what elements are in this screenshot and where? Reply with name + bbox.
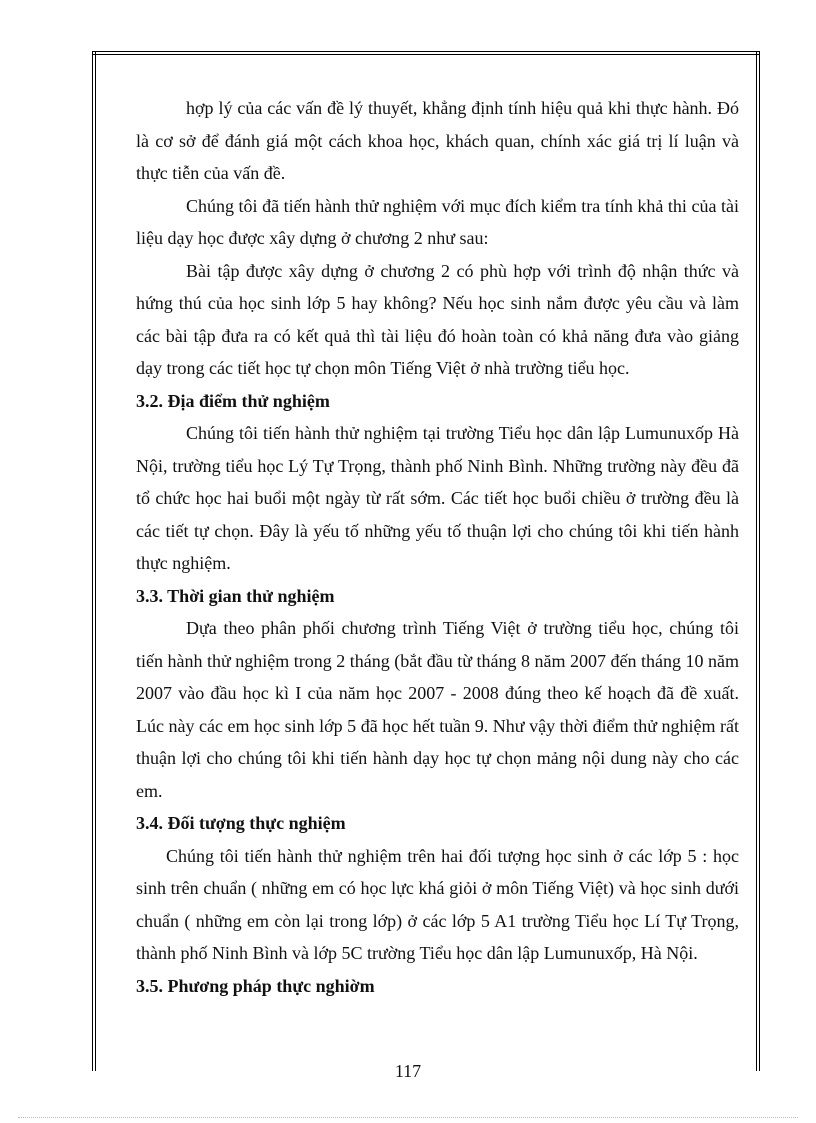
- paragraph: hợp lý của các vấn đề lý thuyết, khẳng định tính hiệu quả khi thực hành. Đó là cơ sở để đánh giá một cách khoa học, khách quan, chính xác giá trị lí luận và thực tiễn của vấn đề.: [136, 98, 739, 183]
- paragraph: Chúng tôi tiến hành thử nghiệm tại trường Tiểu học dân lập Lumunuxốp Hà Nội, trường tiểu học Lý Tự Trọng, thành phố Ninh Bình. Những trường này đều đã tổ chức học hai buổi một ngày từ rất sớm. Các tiết học buổi chiều ở trường đều là các tiết tự chọn. Đây là yếu tố những yếu tố thuận lợi cho chúng tôi khi tiến hành thực nghiệm.: [136, 423, 739, 573]
- document-body: [136, 92, 739, 1002]
- section-heading: 3.2. Địa điểm thử nghiệm: [136, 390, 330, 411]
- paragraph: Dựa theo phân phối chương trình Tiếng Việt ở trường tiểu học, chúng tôi tiến hành thử nghiệm trong 2 tháng (bắt đầu từ tháng 8 năm 2007 đến tháng 10 năm 2007 vào đầu học kì I của năm học 2007 - 2008 đúng theo kế hoạch đã đề xuất. Lúc này các em học sinh lớp 5 đã học hết tuần 9. Như vậy thời điểm thử nghiệm rất thuận lợi cho chúng tôi khi tiến hành dạy học tự chọn mảng nội dung này cho các em.: [136, 618, 739, 801]
- page-border-right: [756, 51, 760, 1071]
- section-heading: 3.4. Đối tượng thực nghiệm: [136, 813, 346, 833]
- page-number: 117: [394, 1061, 422, 1081]
- page-edge: [18, 1117, 798, 1118]
- paragraph: Chúng tôi đã tiến hành thử nghiệm với mục đích kiểm tra tính khả thi của tài liệu dạy học được xây dựng ở chương 2 như sau:: [136, 195, 739, 248]
- paragraph: Bài tập được xây dựng ở chương 2 có phù hợp với trình độ nhận thức và hứng thú của học sinh lớp 5 hay không? Nếu học sinh nắm được yêu cầu và làm các bài tập đưa ra có kết quả thì tài liệu đó hoàn toàn có khả năng đưa vào giảng dạy trong các tiết học tự chọn môn Tiếng Việt ở nhà trường tiểu học.: [136, 260, 739, 378]
- section-heading: 3.3. Thời gian thử nghiệm: [136, 585, 335, 606]
- page-border-left: [92, 51, 96, 1071]
- page-border-top: [92, 51, 760, 55]
- paragraph: Chúng tôi tiến hành thử nghiệm trên hai đối tượng học sinh ở các lớp 5 : học sinh trên chuẩn ( những em có học lực khá giỏi ở môn Tiếng Việt) và học sinh dưới chuẩn ( những em còn lại trong lớp) ở các lớp 5 A1 trường Tiểu học Lí Tự Trọng, thành phố Ninh Bình và lớp 5C trường Tiểu học dân lập Lumunuxốp, Hà Nội.: [136, 845, 739, 963]
- section-heading: 3.5. Phương pháp thực nghiờm: [136, 975, 375, 996]
